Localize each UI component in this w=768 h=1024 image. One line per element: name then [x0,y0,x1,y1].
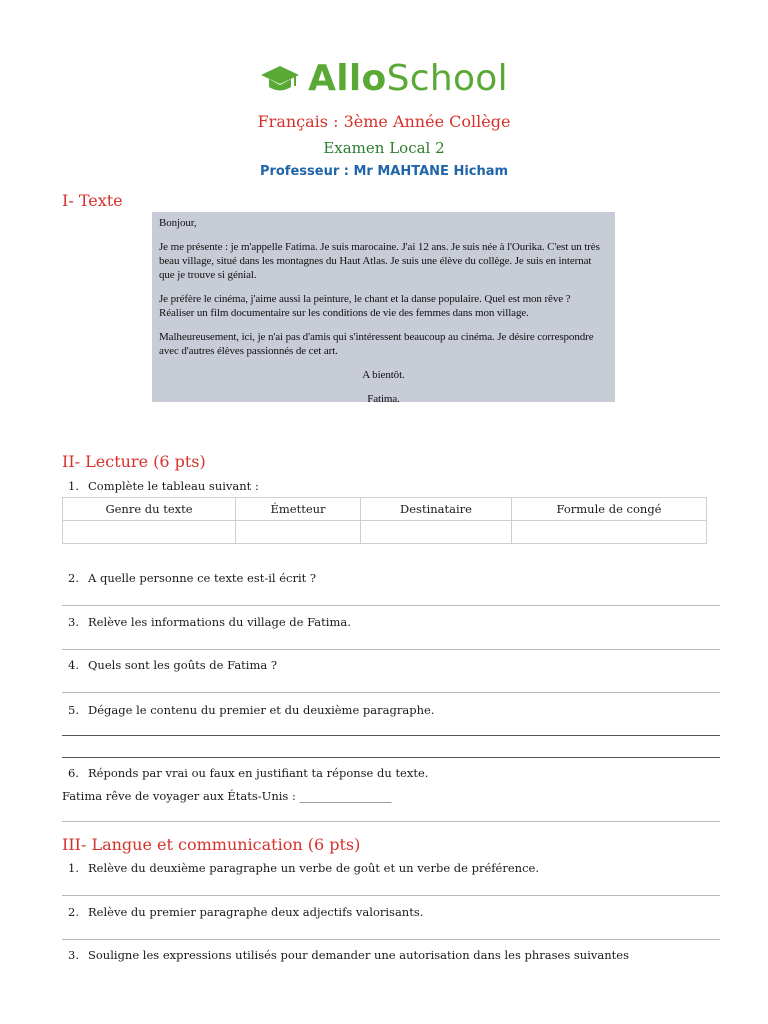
table-cell-emetteur[interactable] [236,521,361,544]
table-cell-destinataire[interactable] [361,521,512,544]
langue-question-2: 2. Relève du premier paragraphe deux adjectifs valorisants. [68,905,424,919]
true-false-statement: Fatima rêve de voyager aux États-Unis : ________________ [62,789,392,803]
letter-paragraph-2: Je préfère le cinéma, j'aime aussi la peinture, le chant et la danse populaire. Quel est mon rêve ? Réaliser un film documentaire sur les conditions de vie des femmes dans mon village. [159,293,571,319]
letter-paragraph-1: Je me présente : je m'appelle Fatima. Je suis marocaine. J'ai 12 ans. Je suis née à l'Ourika. C'est un très beau village, situé dans les montagnes du Haut Atlas. Je suis une élève du collège. Je suis en internat que je trouve si génial. [159,241,600,281]
table-header-emetteur: Émetteur [236,498,361,521]
letter-closing: A bientôt. [362,369,405,381]
langue-question-3: 3. Souligne les expressions utilisés pour demander une autorisation dans les phrases suivantes [68,948,629,962]
answer-line[interactable] [62,757,720,758]
answer-table [62,497,707,544]
question-6: 6. Réponds par vrai ou faux en justifiant ta réponse du texte. [68,766,429,780]
answer-line[interactable] [62,649,720,650]
letter-signature: Fatima. [367,393,400,405]
table-cell-genre[interactable] [63,521,236,544]
brand-name: AlloSchool [308,58,508,99]
section-lecture-heading: II- Lecture (6 pts) [62,452,206,471]
exam-title: Examen Local 2 [323,139,445,157]
alloschool-logo [0,58,768,99]
question-4: 4. Quels sont les goûts de Fatima ? [68,658,278,672]
question-2: 2. A quelle personne ce texte est-il écrit ? [68,571,317,585]
answer-line[interactable] [62,735,720,736]
letter-greeting: Bonjour, [159,217,197,229]
langue-question-1: 1. Relève du deuxième paragraphe un verbe de goût et un verbe de préférence. [68,861,539,875]
question-1: 1. Complète le tableau suivant : [68,479,259,493]
table-header-destinataire: Destinataire [361,498,512,521]
answer-line[interactable] [62,605,720,606]
graduation-cap-icon [260,64,300,94]
letter-text-box [152,212,615,405]
answer-line[interactable] [62,821,720,822]
answer-line[interactable] [62,692,720,693]
question-5: 5. Dégage le contenu du premier et du deuxième paragraphe. [68,703,435,717]
answer-line[interactable] [62,895,720,896]
question-3: 3. Relève les informations du village de Fatima. [68,615,351,629]
table-header-formule: Formule de congé [512,498,707,521]
section-texte-heading: I- Texte [62,191,123,210]
teacher-name: Professeur : Mr MAHTANE Hicham [259,164,509,179]
section-langue-heading: III- Langue et communication (6 pts) [62,835,361,854]
table-header-genre: Genre du texte [63,498,236,521]
subject-title: Français : 3ème Année Collège [257,112,511,131]
letter-paragraph-3: Malheureusement, ici, je n'ai pas d'amis qui s'intéressent beaucoup au cinéma. Je désire correspondre avec d'autres élèves passionnés de cet art. [159,331,594,357]
answer-line[interactable] [62,939,720,940]
table-cell-formule[interactable] [512,521,707,544]
